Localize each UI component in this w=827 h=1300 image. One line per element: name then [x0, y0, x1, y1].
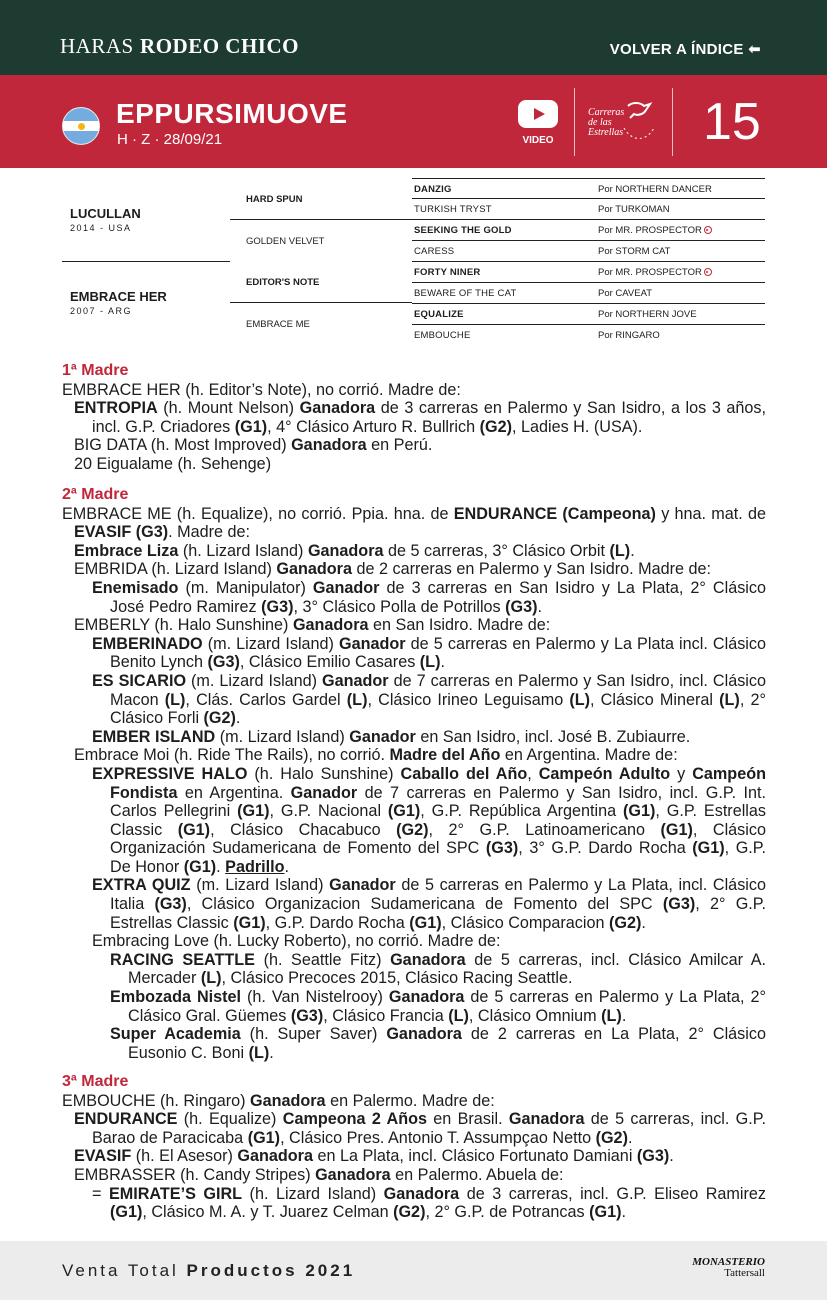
header-divider-2	[672, 88, 673, 156]
monasterio-tattersall-logo: MONASTERIO Tattersall	[692, 1256, 765, 1279]
gen3-name: TURKISH TRYST	[414, 204, 492, 215]
produce-line: = EMIRATE’S GIRL (h. Lizard Island) Ganadora de 3 carreras, incl. G.P. Eliseo Ramirez (G1), Clásico M. A. y T. Juarez Celman (G2), 2° G.P. de Potrancas (G1).	[92, 1184, 766, 1222]
section-title: 3ª Madre	[62, 1073, 129, 1090]
gen3-sire-wrap	[598, 225, 712, 236]
sire-origin: 2014 - USA	[70, 223, 132, 233]
lot-number: 15	[703, 93, 761, 151]
brand-light: HARAS	[60, 34, 134, 58]
gen3-name: FORTY NINER	[414, 267, 481, 278]
video-label: VIDEO	[522, 135, 554, 146]
brand-logo	[60, 34, 299, 59]
gen3-row	[412, 199, 765, 220]
gen3-row	[412, 220, 765, 241]
pedigree-divider	[230, 219, 412, 220]
dam-origin: 2007 - ARG	[70, 306, 133, 316]
gen3-name: CARESS	[414, 246, 455, 257]
dam-line: EMBOUCHE (h. Ringaro) Ganadora en Palermo. Madre de:	[62, 1091, 495, 1110]
gen2-dam-dam: EMBRACE ME	[246, 319, 310, 330]
carreras-estrellas-logo	[588, 98, 656, 150]
gen2-sire-sire: HARD SPUN	[246, 194, 303, 205]
sire-name: LUCULLAN	[70, 206, 141, 221]
footer	[0, 1241, 827, 1300]
produce-line: EMBRIDA (h. Lizard Island) Ganadora de 2 carreras en Palermo y San Isidro. Madre de:	[74, 560, 711, 579]
produce-line: Embozada Nistel (h. Van Nistelrooy) Ganadora de 5 carreras en Palermo y La Plata, 2° Clásico Gral. Güemes (G3), Clásico Francia (L), Clásico Omnium (L).	[110, 988, 766, 1025]
gen3-row	[412, 304, 765, 325]
gen3-name: BEWARE OF THE CAT	[414, 288, 517, 299]
produce-line: RACING SEATTLE (h. Seattle Fitz) Ganadora de 5 carreras, incl. Clásico Amilcar A. Mercader (L), Clásico Precoces 2015, Clásico Racing Seattle.	[110, 950, 766, 988]
produce-line: ES SICARIO (m. Lizard Island) Ganador de 7 carreras en Palermo y San Isidro, incl. Clásico Macon (L), Clás. Carlos Gardel (L), Clásico Irineo Leguisamo (L), Clásico Mineral (L), 2° Clásico Forli (G2).	[92, 671, 766, 728]
gen3-sire: Por MR. PROSPECTOR	[598, 225, 702, 236]
produce-line: EMBERLY (h. Halo Sunshine) Ganadora en San Isidro. Madre de:	[74, 616, 551, 635]
gen3-name: EQUALIZE	[414, 309, 464, 320]
back-to-index-link[interactable]: VOLVER A ÍNDICE ⬅	[609, 41, 761, 58]
produce-line: EMBRASSER (h. Candy Stripes) Ganadora en Palermo. Abuela de:	[74, 1165, 564, 1184]
first-dam-section	[62, 362, 766, 474]
youtube-play-icon	[518, 100, 558, 128]
produce-line: EMBERINADO (m. Lizard Island) Ganador de 5 carreras en Palermo y La Plata incl. Clásico Benito Lynch (G3), Clásico Emilio Casares (L).	[92, 634, 766, 672]
third-dam-section	[62, 1073, 766, 1222]
argentina-flag-icon	[62, 107, 100, 145]
produce-line: ENTROPIA (h. Mount Nelson) Ganadora de 3 carreras en Palermo y San Isidro, a los 3 años, incl. G.P. Criadores (G1), 4° Clásico Arturo R. Bullrich (G2), Ladies H. (USA).	[74, 399, 766, 436]
produce-line: EXPRESSIVE HALO (h. Halo Sunshine) Caballo del Año, Campeón Adulto y Campeón Fondista en Argentina. Ganador de 7 carreras en Palermo y San Isidro, incl. G.P. Int. Carlos Pellegrini (G1), G.P. Nacional (G1), G.P. República Argentina (G1), G.P. Estrellas Classic (G1), Clásico Chacabuco (G2), 2° G.P. Latinoamericano (G1), Clásico Organización Sudamericana de Fomento del SPC (G3), 3° G.P. Dardo Rocha (G1), G.P. De Honor (G1). Padrillo.	[92, 764, 766, 876]
produce-line: BIG DATA (h. Most Improved) Ganadora en Perú.	[74, 436, 433, 455]
dam-line: EMBRACE HER (h. Editor’s Note), no corrió. Madre de:	[62, 380, 461, 399]
brand-bold: RODEO CHICO	[140, 34, 299, 58]
gen2-sire-dam: GOLDEN VELVET	[246, 236, 325, 247]
produce-line: Embrace Liza (h. Lizard Island) Ganadora de 5 carreras, 3° Clásico Orbit (L).	[74, 541, 635, 560]
gen3-row	[412, 241, 765, 262]
gen3-sire: Por STORM CAT	[598, 246, 671, 257]
produce-line: EVASIF (h. El Asesor) Ganadora en La Plata, incl. Clásico Fortunato Damiani (G3).	[74, 1147, 674, 1166]
video-button[interactable]	[516, 100, 560, 146]
gen3-name: SEEKING THE GOLD	[414, 225, 512, 236]
gen3-sire: Por MR. PROSPECTOR	[598, 267, 702, 278]
footer-sale-title: Venta Total Productos 2021	[62, 1261, 356, 1280]
produce-line: 20 Eigualame (h. Sehenge)	[74, 454, 272, 473]
gen3-sire: Por TURKOMAN	[598, 204, 670, 215]
gen3-row	[412, 262, 765, 283]
chef-de-race-icon	[704, 226, 712, 234]
produce-line: EXTRA QUIZ (m. Lizard Island) Ganador de 5 carreras en Palermo y La Plata, incl. Clásico Italia (G3), Clásico Organizacion Sudamericana de Fomento del SPC (G3), 2° G.P. Estrellas Classic (G1), G.P. Dardo Rocha (G1), Clásico Comparacion (G2).	[92, 876, 766, 932]
horse-name: EPPURSIMUOVE	[116, 98, 348, 129]
produce-line: Super Academia (h. Super Saver) Ganadora de 2 carreras en La Plata, 2° Clásico Eusonio C. Boni (L).	[110, 1025, 766, 1062]
section-title: 1ª Madre	[62, 362, 129, 379]
gen3-row	[412, 325, 765, 346]
gen3-name: EMBOUCHE	[414, 330, 471, 341]
gen3-sire-wrap	[598, 267, 712, 278]
pedigree-divider	[62, 261, 230, 262]
gen3-sire: Por NORTHERN DANCER	[598, 184, 712, 195]
header-divider	[574, 88, 575, 156]
gen3-sire: Por RINGARO	[598, 330, 660, 341]
dam-name: EMBRACE HER	[70, 289, 167, 304]
produce-line: EMBER ISLAND (m. Lizard Island) Ganador en San Isidro, incl. José B. Zubiaurre.	[92, 727, 691, 746]
gen3-row	[412, 178, 765, 199]
pedigree-table	[62, 178, 766, 344]
dam-line: EMBRACE ME (h. Equalize), no corrió. Ppia. hna. de ENDURANCE (Campeona) y hna. mat. de EVASIF (G3). Madre de:	[62, 504, 766, 542]
second-dam-section	[62, 486, 766, 1062]
gen3-sire: Por CAVEAT	[598, 288, 653, 299]
horse-meta: H · Z · 28/09/21	[117, 131, 223, 148]
section-title: 2ª Madre	[62, 486, 129, 503]
produce-line: Embrace Moi (h. Ride The Rails), no corrió. Madre del Año en Argentina. Madre de:	[74, 746, 678, 765]
logo-text: Carreras de las Estrellas	[588, 107, 625, 138]
gen3-name: DANZIG	[414, 184, 452, 195]
produce-line: Enemisado (m. Manipulator) Ganador de 3 carreras en San Isidro y La Plata, 2° Clásico José Pedro Ramirez (G3), 3° Clásico Polla de Potrillos (G3).	[92, 578, 766, 616]
gen3-sire: Por NORTHERN JOVE	[598, 309, 697, 320]
produce-line: ENDURANCE (h. Equalize) Campeona 2 Años en Brasil. Ganadora de 5 carreras, incl. G.P. Barao de Paracicaba (G1), Clásico Pres. Antonio T. Assumpçao Netto (G2).	[74, 1110, 766, 1147]
gen2-dam-sire: EDITOR'S NOTE	[246, 277, 320, 288]
gen3-row	[412, 283, 765, 304]
produce-line: Embracing Love (h. Lucky Roberto), no corrió. Madre de:	[92, 932, 501, 951]
chef-de-race-icon	[704, 268, 712, 276]
top-bar	[0, 0, 827, 75]
pedigree-divider	[230, 302, 412, 303]
